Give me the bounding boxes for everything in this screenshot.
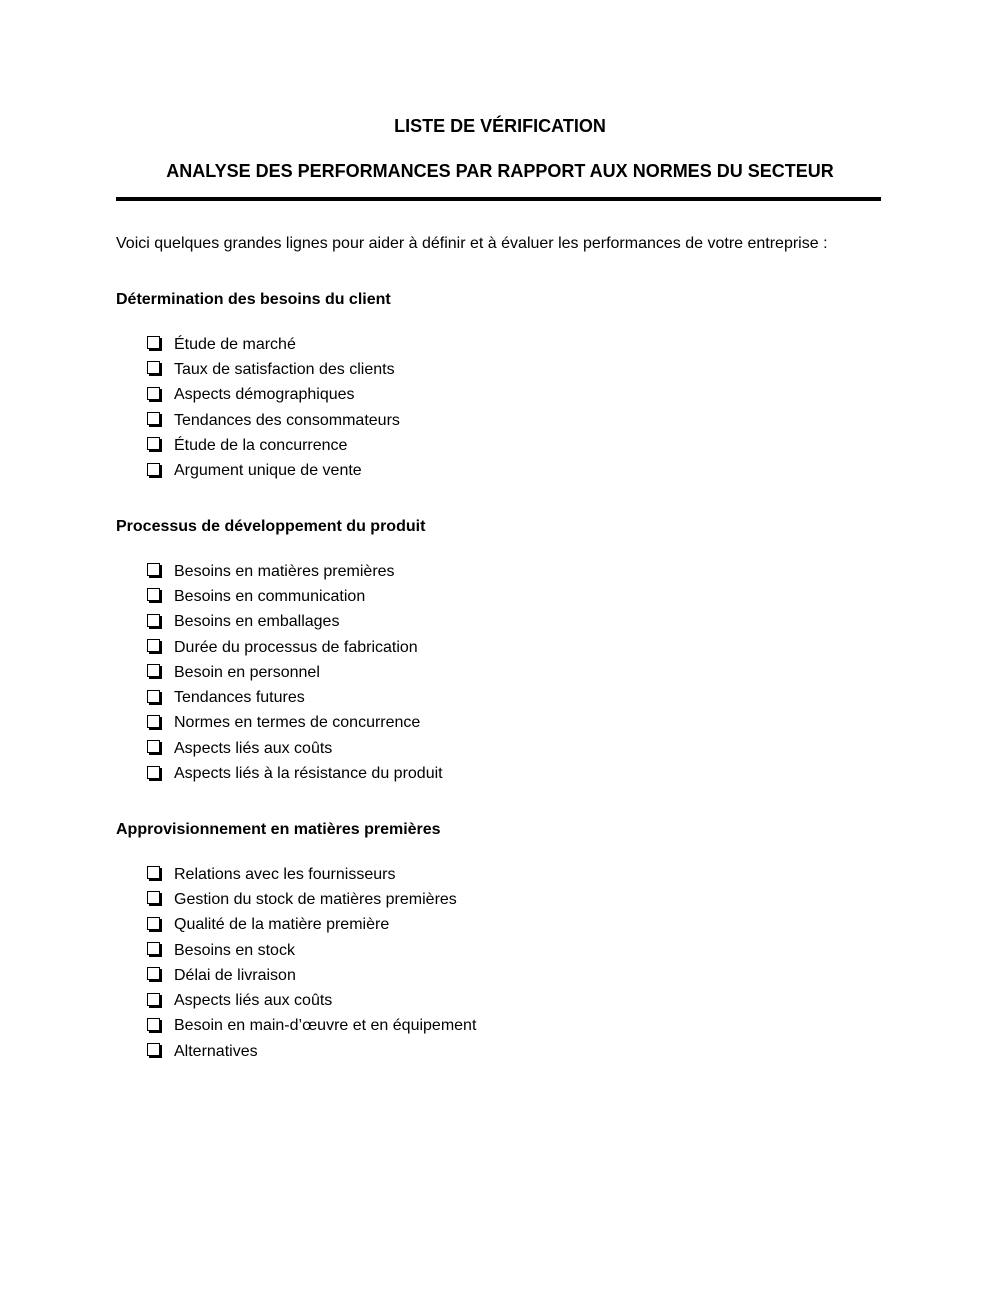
item-label: Durée du processus de fabrication: [174, 638, 418, 656]
checklist-item[interactable]: [147, 938, 876, 963]
checklist-item[interactable]: [147, 433, 876, 458]
section-raw-material-supply: [116, 820, 876, 1064]
checkbox-icon[interactable]: [147, 387, 160, 400]
item-label: Normes en termes de concurrence: [174, 714, 421, 732]
checkbox-icon[interactable]: [147, 866, 160, 879]
checkbox-icon[interactable]: [147, 664, 160, 677]
item-label: Relations avec les fournisseurs: [174, 865, 396, 883]
item-label: Qualité de la matière première: [174, 916, 390, 934]
checkbox-icon[interactable]: [147, 766, 160, 779]
checklist-item[interactable]: [147, 761, 876, 786]
item-label: Aspects démographiques: [174, 386, 355, 404]
checkbox-icon[interactable]: [147, 715, 160, 728]
item-label: Étude de marché: [174, 335, 296, 353]
checklist-item[interactable]: [147, 559, 876, 584]
checklist-item[interactable]: [147, 963, 876, 988]
checkbox-icon[interactable]: [147, 740, 160, 753]
item-label: Besoins en matières premières: [174, 562, 395, 580]
checklist: [116, 862, 876, 1064]
section-heading: Approvisionnement en matières premières: [116, 821, 441, 838]
item-label: Argument unique de vente: [174, 462, 362, 480]
checkbox-icon[interactable]: [147, 639, 160, 652]
document-subtitle: ANALYSE DES PERFORMANCES PAR RAPPORT AUX NORMES DU SECTEUR: [166, 161, 834, 181]
checkbox-icon[interactable]: [147, 917, 160, 930]
checklist-item[interactable]: [147, 357, 876, 382]
intro-paragraph: Voici quelques grandes lignes pour aider à définir et à évaluer les performances de votre entreprise :: [116, 235, 828, 252]
checkbox-icon[interactable]: [147, 463, 160, 476]
checklist-item[interactable]: [147, 685, 876, 710]
checkbox-icon[interactable]: [147, 614, 160, 627]
checkbox-icon[interactable]: [147, 1043, 160, 1056]
checkbox-icon[interactable]: [147, 1018, 160, 1031]
checklist-item[interactable]: [147, 610, 876, 635]
item-label: Aspects liés à la résistance du produit: [174, 765, 443, 783]
checklist: [116, 332, 876, 484]
title-divider: [116, 197, 881, 201]
checklist-item[interactable]: [147, 913, 876, 938]
checkbox-icon[interactable]: [147, 361, 160, 374]
checklist-item[interactable]: [147, 458, 876, 483]
checkbox-icon[interactable]: [147, 412, 160, 425]
item-label: Tendances futures: [174, 689, 305, 707]
checklist-item[interactable]: [147, 887, 876, 912]
checklist-item[interactable]: [147, 711, 876, 736]
item-label: Tendances des consommateurs: [174, 411, 400, 429]
item-label: Besoin en main-d’œuvre et en équipement: [174, 1017, 477, 1035]
checklist: [116, 559, 876, 787]
section-heading: Processus de développement du produit: [116, 518, 426, 535]
item-label: Alternatives: [174, 1042, 258, 1060]
checklist-item[interactable]: [147, 862, 876, 887]
document-title: LISTE DE VÉRIFICATION: [394, 116, 606, 136]
checklist-item[interactable]: [147, 988, 876, 1013]
section-heading: Détermination des besoins du client: [116, 291, 391, 308]
checkbox-icon[interactable]: [147, 967, 160, 980]
checklist-item[interactable]: [147, 1014, 876, 1039]
checkbox-icon[interactable]: [147, 690, 160, 703]
checkbox-icon[interactable]: [147, 563, 160, 576]
checkbox-icon[interactable]: [147, 891, 160, 904]
checklist-item[interactable]: [147, 1039, 876, 1064]
checklist-item[interactable]: [147, 635, 876, 660]
item-label: Besoins en communication: [174, 587, 366, 605]
checklist-item[interactable]: [147, 584, 876, 609]
checklist-item[interactable]: [147, 408, 876, 433]
item-label: Besoins en emballages: [174, 613, 340, 631]
item-label: Besoins en stock: [174, 941, 295, 959]
checkbox-icon[interactable]: [147, 942, 160, 955]
item-label: Gestion du stock de matières premières: [174, 890, 457, 908]
item-label: Aspects liés aux coûts: [174, 739, 333, 757]
checkbox-icon[interactable]: [147, 336, 160, 349]
checklist-item[interactable]: [147, 332, 876, 357]
checklist-item[interactable]: [147, 736, 876, 761]
checkbox-icon[interactable]: [147, 993, 160, 1006]
checkbox-icon[interactable]: [147, 437, 160, 450]
item-label: Besoin en personnel: [174, 663, 320, 681]
item-label: Taux de satisfaction des clients: [174, 360, 395, 378]
item-label: Délai de livraison: [174, 966, 296, 984]
item-label: Aspects liés aux coûts: [174, 992, 333, 1010]
checkbox-icon[interactable]: [147, 588, 160, 601]
checklist-item[interactable]: [147, 383, 876, 408]
section-product-development: [116, 517, 876, 787]
item-label: Étude de la concurrence: [174, 436, 348, 454]
checklist-item[interactable]: [147, 660, 876, 685]
section-client-needs: [116, 290, 876, 484]
